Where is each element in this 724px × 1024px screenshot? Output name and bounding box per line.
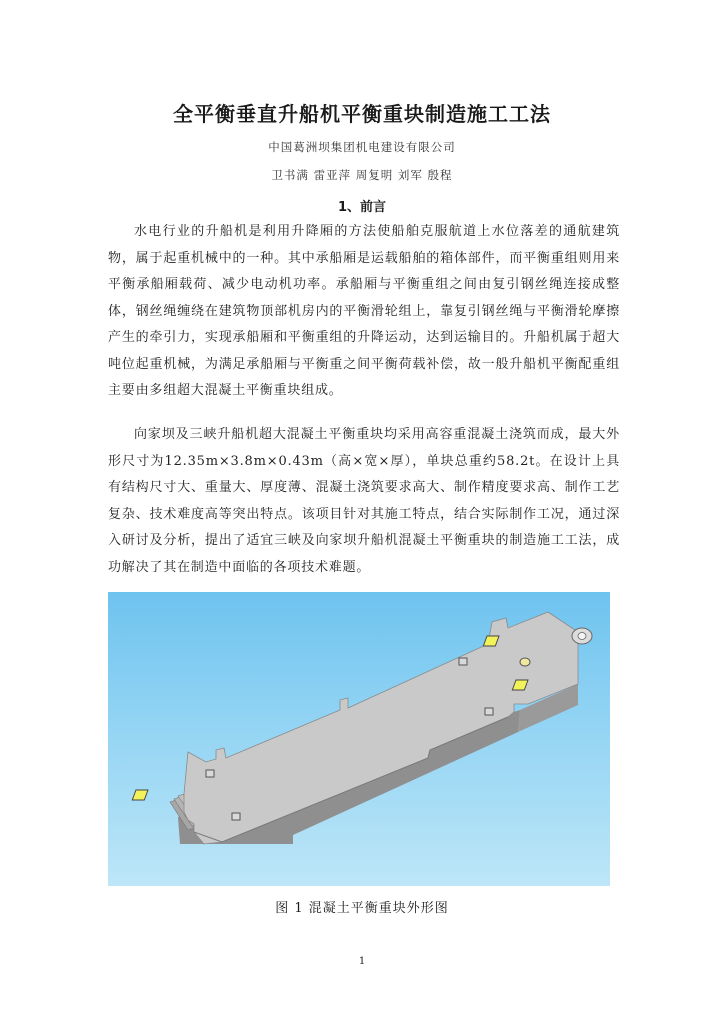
body-paragraph: 向家坝及三峡升船机超大混凝土平衡重块均采用高容重混凝土浇筑而成，最大外形尺寸为12.35m×3.8m×0.43m（高×宽×厚），单块总重约58.2t。在设计上具有结构尺寸大、重量大、厚度薄、混凝土浇筑要求高大、制作精度要求高、制作工艺复杂、技术难度高等突出特点。该项目针对其施工特点，结合实际制作工况，通过深入研讨及分析，提出了适宜三峡及向家坝升船机混凝土平衡重块的制造施工工法，成功解决了其在制造中面临的各项技术难题。: [108, 427, 620, 575]
page-number: 1: [358, 956, 366, 967]
paper-title: 全平衡垂直升船机平衡重块制造施工工法: [173, 102, 551, 126]
body-paragraph: 水电行业的升船机是利用升降厢的方法使船舶克服航道上水位落差的通航建筑物，属于起重机械中的一种。其中承船厢是运载船舶的箱体部件，而平衡重组则用来平衡承船厢载荷、减少电动机功率。承船厢与平衡重组之间由复引钢丝绳连接成整体，钢丝绳缠绕在建筑物顶部机房内的平衡滑轮组上，靠复引钢丝绳与平衡滑轮摩擦产生的牵引力，实现承船厢和平衡重组的升降运动，达到运输目的。升船机属于超大吨位起重机械，为满足承船厢与平衡重之间平衡荷载补偿，故一般升船机平衡配重组主要由多组超大混凝土平衡重块组成。: [108, 224, 620, 398]
author-list: 卫书满 雷亚萍 周复明 刘军 殷程: [271, 168, 453, 182]
section-heading: 1、前言: [337, 200, 387, 215]
figure-caption: 图 1 混凝土平衡重块外形图: [275, 901, 449, 916]
counterweight-block-render: [108, 592, 610, 886]
author-affiliation: 中国葛洲坝集团机电建设有限公司: [268, 140, 456, 154]
figure-image: [108, 592, 610, 886]
